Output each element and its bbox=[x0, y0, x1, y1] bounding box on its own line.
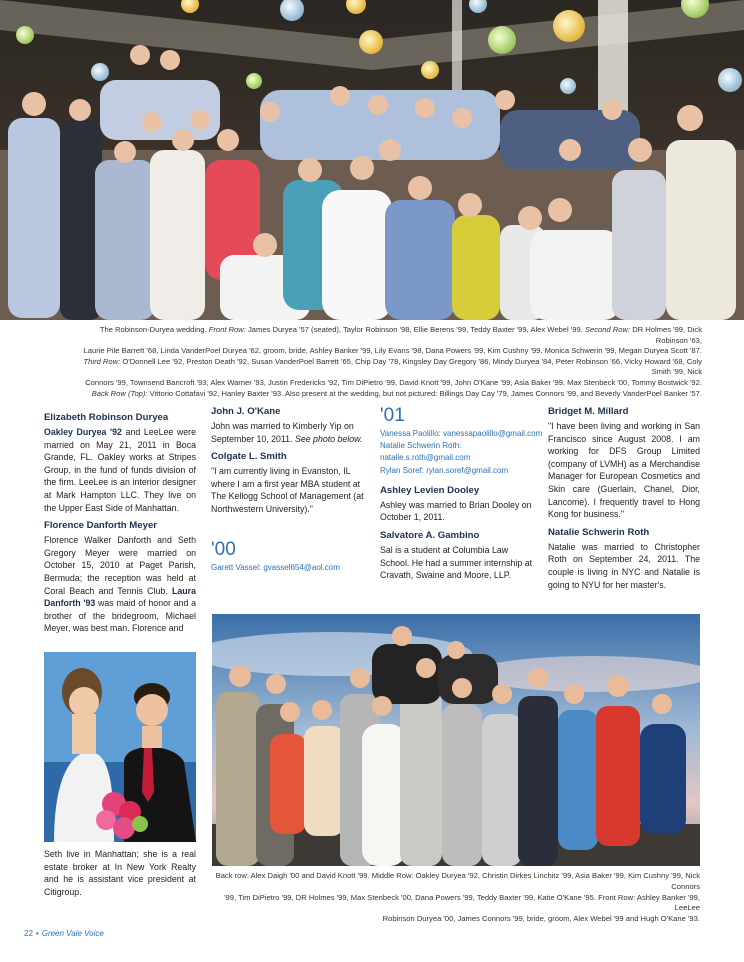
column-4 bbox=[548, 406, 700, 597]
heading-elizabeth-robinson-duryea: Elizabeth Robinson Duryea bbox=[44, 412, 169, 423]
contact-line: Vanessa Paolillo: vanessapaolillo@gmail.com bbox=[380, 429, 543, 438]
paragraph-okane: John was married to Kimberly Yip on September 10, 2011. See photo below. bbox=[211, 421, 363, 444]
heading-colgate-smith: Colgate L. Smith bbox=[211, 451, 287, 463]
heading-ashley-levien-dooley: Ashley Levien Dooley bbox=[380, 484, 480, 496]
okane-wedding-group-photo bbox=[212, 614, 700, 866]
column-2 bbox=[211, 406, 367, 582]
contact-line: Garett Vassel: gvassel654@aol.com bbox=[211, 562, 340, 572]
heading-salvatore-gambino: Salvatore A. Gambino bbox=[380, 530, 480, 541]
paragraph-gambino: Sal is a student at Columbia Law School. He had a summer internship at Cravath, Swaine and Moore, LLP. bbox=[380, 545, 533, 581]
class-year-00: '00 bbox=[211, 538, 236, 560]
paragraph-duryea: Oakley Duryea '92 and LeeLee were married on May 21, 2011 in Boca Grande, FL. Oakley works at Stripes Group, in the fund of funds division of the firm. LeeLee is an interior designer at Mark Hampton LLC. They live on the Upper East Side of Manhattan. bbox=[44, 427, 197, 513]
class-year-01: '01 bbox=[380, 405, 405, 426]
heading-john-okane: John J. O'Kane bbox=[211, 406, 281, 417]
paragraph-millard: "I have been living and working in San Francisco since August 2008. I am working for DFS Group Limited (company of LVMH) as a Merchandise Manager for European Cosmetics and Skin care (Guerlain, Chanel, Dior, Lancome). I frequently travel to Hong Kong for business." bbox=[548, 421, 700, 520]
contact-list-01 bbox=[380, 428, 543, 477]
column-3 bbox=[380, 405, 543, 588]
column-1 bbox=[44, 412, 196, 641]
bullet-icon: • bbox=[35, 929, 39, 938]
top-photo-caption: The Robinson-Duryea wedding. Front Row: James Duryea '57 (seated), Taylor Robinson '98, Ellie Berens '99, Teddy Baxter '99, Alex Webel '99. Second Row: DR Holmes '99, Dick Robinson '63, Laurie Pile Barrett '68, Linda VanderPoel Duryea '62, groom, bride, Ashley Banker '99, Lily Evans '98, Dana Powers '99, Kim Cushny '99, Monica Schwerin '99, Megan Duryea Scott '87. Third Row: O'Donnell Lee '92, Preston Death '92, Susan VanderPoel Barrett '65, Chip Day '78, Kingsley Day Gregory '86, Mindy Duryea '84, Peter Robinson '66, Vicky Howard '68, Coly Smith '99, Nick Connors '99, Townsend Bancroft '93, Alex Warner '93, Justin Fredericks '92, Tim DiPietro '99, David Knott '99, John O'Kane '99, Asia Baker '99, Max Stenbeck '00, Tommy Bostwick '92. Back Row (Top): Vittorio Cottafavi '92, Hanley Baxter '93. Also present at the wedding, but not pictured: Billings Day Cay '79, James Connors '99, and Beverly VanderPoel Banker '57. bbox=[83, 325, 702, 398]
page-footer bbox=[24, 929, 104, 938]
contact-line: natalie.s.roth@gmail.com bbox=[380, 453, 471, 463]
paragraph-dooley: Ashley was married to Brian Dooley on October 1, 2011. bbox=[380, 499, 532, 523]
bottom-photo-caption: Back row: Alex Daigh '00 and David Knott '99. Middle Row: Oakley Duryea '92, Christin Dirkes Linchitz '99, Asia Baker '99, Kim Cushny '99, Nick Connors '99, Tim DiPietro '99, DR Holmes '99, Max Stenbeck '00, Dana Powers '99, Teddy Baxter '99, Katie O'Kane '95. Front Row: Ashley Banker '99, LeeLee Robinson Duryea '00, James Connors '99, bride, groom, Alex Webel '99 and Hugh O'Kane '93. bbox=[215, 871, 700, 924]
paragraph-meyer: Florence Walker Danforth and Seth Gregory Meyer were married on October 15, 2010 at Paget Parish, Bermuda; the reception was held at Coral Beach and Tennis Club. Laura Danforth '93 was maid of honor and a brother of the bridegroom, Michael Meyer, was best man. Florence and bbox=[44, 535, 197, 634]
contact-line: Rylan Soref: rylan.soref@gmail.com bbox=[380, 465, 509, 475]
heading-bridget-millard: Bridget M. Millard bbox=[548, 406, 629, 417]
magazine-name: Green Vale Voice bbox=[41, 929, 104, 938]
page-number: 22 bbox=[24, 929, 33, 938]
bride-groom-photo bbox=[44, 652, 196, 842]
heading-natalie-schwerin-roth: Natalie Schwerin Roth bbox=[548, 526, 650, 538]
paragraph-meyer-continued: Seth live in Manhattan; she is a real estate broker at In New York Realty and he is assistant vice president at Citigroup. bbox=[44, 849, 196, 897]
paragraph-smith: "I am currently living in Evanston, IL where I am a first year MBA student at The Kellogg School of Management (at Northwestern University)." bbox=[211, 466, 364, 514]
top-wedding-photo bbox=[0, 0, 744, 320]
contact-list-00 bbox=[211, 562, 367, 574]
paragraph-roth: Natalie was married to Christopher Roth on September 24, 2011. The couple is living in NYC and Natalie is going to NYU for her master's. bbox=[548, 541, 700, 590]
contact-line: Natalie Schwerin Roth: bbox=[380, 441, 462, 451]
heading-florence-danforth-meyer: Florence Danforth Meyer bbox=[44, 520, 158, 532]
